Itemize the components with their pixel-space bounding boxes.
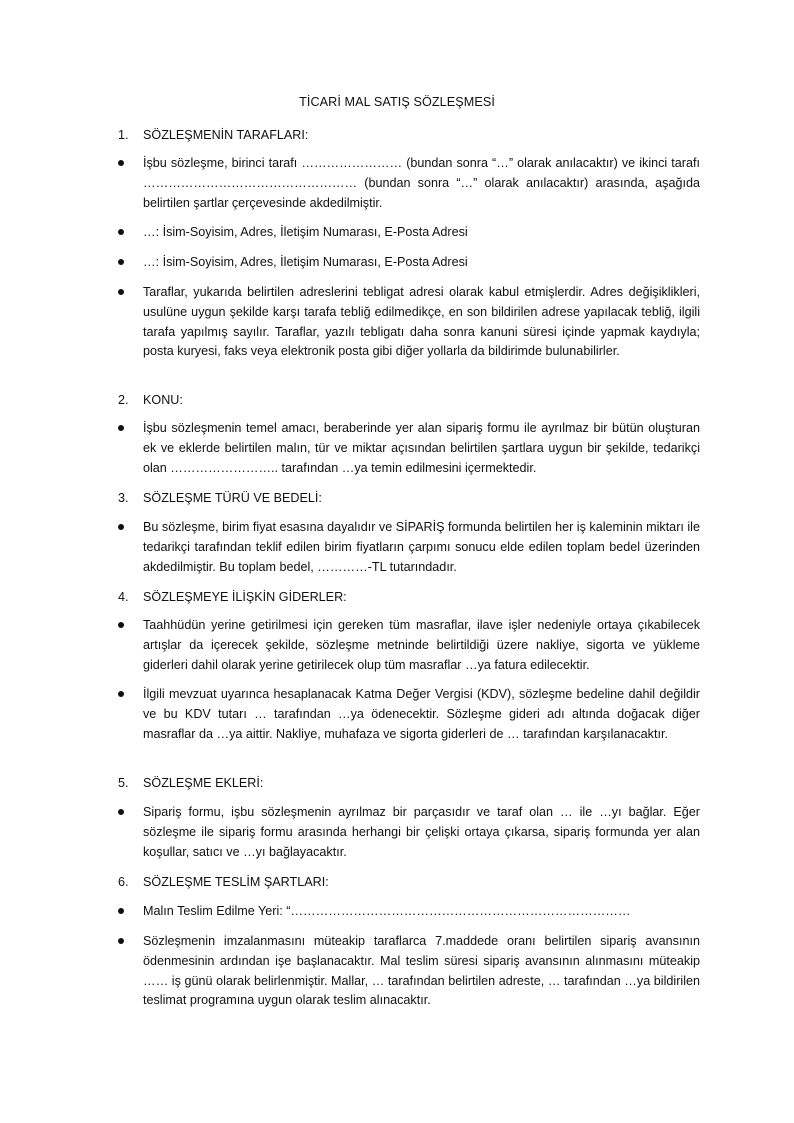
section-title: SÖZLEŞME EKLERİ:: [143, 776, 264, 790]
section-heading-3: [118, 488, 322, 508]
section-heading-1: [118, 125, 308, 145]
bullet-icon: [118, 229, 124, 235]
section-number: 6.: [118, 875, 129, 889]
section-number: 3.: [118, 491, 129, 505]
bullet-icon: [118, 425, 124, 431]
list-item: [118, 419, 700, 478]
list-item: [118, 902, 700, 922]
bullet-icon: [118, 259, 124, 265]
section-number: 2.: [118, 393, 129, 407]
list-item-text: Sözleşmenin imzalanmasını müteakip taraflarca 7.maddede oranı belirtilen sipariş avansının ödenmesinin ardından işe başlanacaktır. Mal teslim süresi sipariş avansının alınmasını müteakip …… iş günü olarak belirlenmiştir. Mallar, … tarafından belirtilen adreste, … tarafından …ya bildirilen teslimat programına uygun olarak teslim alınacaktır.: [143, 934, 700, 1008]
list-item-text: …: İsim-Soyisim, Adres, İletişim Numarası, E-Posta Adresi: [143, 225, 468, 239]
list-item: [118, 283, 700, 362]
document-title: TİCARİ MAL SATIŞ SÖZLEŞMESİ: [299, 95, 495, 109]
section-title: SÖZLEŞMEYE İLİŞKİN GİDERLER:: [143, 590, 347, 604]
section-heading-2: [118, 390, 183, 410]
list-item-text: …: İsim-Soyisim, Adres, İletişim Numarası, E-Posta Adresi: [143, 255, 468, 269]
section-title: SÖZLEŞME TÜRÜ VE BEDELİ:: [143, 491, 322, 505]
section-number: 5.: [118, 776, 129, 790]
section-heading-5: [118, 773, 263, 793]
bullet-icon: [118, 160, 124, 166]
list-item: [118, 616, 700, 675]
list-item-text: Taraflar, yukarıda belirtilen adreslerini tebligat adresi olarak kabul etmişlerdir. Adres değişiklikleri, usulüne uygun şekilde karşı tarafa tebliğ edilmedikçe, en son bildirilen adrese yapılacak tebliğ, ilgili tarafa yapılmış sayılır. Taraflar, yazılı tebligatı daha sonra kanuni süresi içinde yapmak kaydıyla; posta kuryesi, faks veya elektronik posta gibi diğer yollarla da bildirimde bulunabilirler.: [143, 285, 700, 359]
list-item: [118, 154, 700, 213]
list-item: [118, 932, 700, 1011]
section-heading-6: [118, 872, 329, 892]
bullet-icon: [118, 622, 124, 628]
list-item: [118, 518, 700, 577]
bullet-icon: [118, 524, 124, 530]
list-item: [118, 223, 700, 243]
list-item-text: Taahhüdün yerine getirilmesi için gereken tüm masraflar, ilave işler nedeniyle ortaya çıkabilecek artışlar da içerecek şekilde, sözleşme metninde belirtildiği üzere nakliye, sigorta ve yükleme giderleri dahil olarak yerine getirilecek olup tüm masraflar …ya fatura edilecektir.: [143, 618, 700, 672]
bullet-icon: [118, 691, 124, 697]
section-title: SÖZLEŞME TESLİM ŞARTLARI:: [143, 875, 329, 889]
section-heading-4: [118, 587, 347, 607]
list-item-text: Malın Teslim Edilme Yeri: “………………………………………………………………………: [143, 904, 631, 918]
list-item-text: İlgili mevzuat uyarınca hesaplanacak Katma Değer Vergisi (KDV), sözleşme bedeline dahil değildir ve bu KDV tutarı … tarafından …ya ödenecektir. Sözleşme gideri adı altında doğacak diğer masraflar da …ya aittir. Nakliye, muhafaza ve sigorta giderleri de … tarafından karşılanacaktır.: [143, 687, 700, 741]
section-number: 1.: [118, 128, 129, 142]
section-title: KONU:: [143, 393, 183, 407]
bullet-icon: [118, 938, 124, 944]
list-item-text: İşbu sözleşmenin temel amacı, beraberinde yer alan sipariş formu ile ayrılmaz bir bütün oluşturan ek ve eklerde belirtilen malın, tür ve miktar açısından belirtilen şartlara uygun bir şekilde, tedarikçi olan …………………….. tarafından …ya temin edilmesini içermektedir.: [143, 421, 700, 475]
section-title: SÖZLEŞMENİN TARAFLARI:: [143, 128, 309, 142]
bullet-icon: [118, 908, 124, 914]
list-item: [118, 803, 700, 862]
list-item-text: İşbu sözleşme, birinci tarafı …………………… (bundan sonra “…” olarak anılacaktır) ve ikinci tarafı …………………………………………… (bundan sonra “…” olarak anılacaktır) arasında, aşağıda belirtilen şartlar çerçevesinde akdedilmiştir.: [143, 156, 700, 210]
list-item-text: Sipariş formu, işbu sözleşmenin ayrılmaz bir parçasıdır ve taraf olan … ile …yı bağlar. Eğer sözleşme ile sipariş formu arasında herhangi bir çelişki ortaya çıkarsa, sipariş formunda yer alan koşullar, satıcı ve …yı bağlayacaktır.: [143, 805, 700, 859]
bullet-icon: [118, 809, 124, 815]
list-item: [118, 685, 700, 744]
section-number: 4.: [118, 590, 129, 604]
bullet-icon: [118, 289, 124, 295]
list-item: [118, 253, 700, 273]
list-item-text: Bu sözleşme, birim fiyat esasına dayalıdır ve SİPARİŞ formunda belirtilen her iş kaleminin miktarı ile tedarikçi tarafından teklif edilen birim fiyatların çarpımı sonucu elde edilen toplam bedel üzerinden akdedilmiştir. Bu toplam bedel, …………-TL tutarındadır.: [143, 520, 700, 574]
